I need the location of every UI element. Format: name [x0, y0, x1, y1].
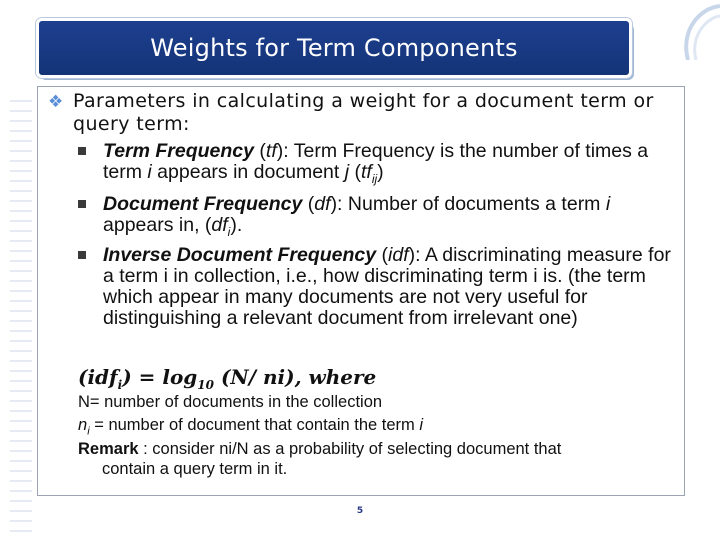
- ni-sub: i: [87, 425, 90, 438]
- formula-lhs-sub: i: [117, 378, 123, 392]
- term-tf-sub: ij: [371, 171, 378, 186]
- page-number: 5: [356, 506, 364, 516]
- remark-label: Remark: [78, 440, 139, 458]
- intro-text: Parameters in calculating a weight for a document term or query term:: [73, 90, 654, 135]
- slide-title: Weights for Term Components: [150, 34, 518, 62]
- term-j: j: [344, 161, 350, 183]
- term-tail: ).: [230, 214, 243, 236]
- note-ni-definition: [78, 415, 678, 441]
- formula-lhs: (idf: [78, 365, 118, 389]
- term-abbr: df: [314, 193, 331, 215]
- term-df: df: [211, 214, 228, 236]
- list-item-term-frequency: Term Frequency (tf): Term Frequency is the number of times a term i appears in document j $(tf_{ij})$: [78, 141, 678, 190]
- term-tail-open: (: [349, 161, 361, 183]
- note-n-definition: [78, 392, 678, 412]
- square-bullet-icon: [78, 147, 86, 155]
- square-bullet-icon: [78, 251, 86, 259]
- term-desc-mid: appears in, (: [103, 214, 212, 236]
- formula-rhs: (N/ ni), where: [214, 365, 377, 389]
- term-abbr: tf: [265, 140, 277, 162]
- idf-formula: [78, 365, 376, 392]
- term-desc: A discriminating measure for a term i in collection, i.e., how discriminating term i is. (the term which appear in many documents are not very useful for distinguishing a relevant document from irrelevant one): [103, 244, 671, 329]
- term-desc: Term Frequency is the number of times a term: [103, 140, 649, 183]
- formula-log: ) = log: [122, 365, 198, 389]
- corner-arc-decoration: [630, 0, 720, 60]
- ni-def-text: = number of document that contain the term: [89, 416, 420, 434]
- list-item-inverse-document-frequency: Inverse Document Frequency (idf): A discriminating measure for a term i in collection, i.e., how discriminating term i is. (the term which appear in many documents are not very useful for distinguishing a relevant document from irrelevant one): [78, 245, 678, 329]
- n-def-text: N= number of documents in the collection: [78, 393, 383, 411]
- term-name: Inverse Document Frequency: [103, 244, 377, 266]
- formula-log-base: 10: [197, 378, 214, 392]
- term-tail-close: ): [377, 161, 384, 183]
- ni-term: i: [419, 416, 424, 434]
- list-item-document-frequency: Document Frequency (df): Number of documents a term i appears in, $(df_i)$.: [78, 194, 678, 243]
- ni-var: n: [78, 416, 88, 434]
- term-i: i: [605, 193, 611, 215]
- title-banner: [36, 18, 632, 78]
- term-name: Document Frequency: [103, 193, 303, 215]
- term-abbr: idf: [388, 244, 409, 266]
- square-bullet-icon: [78, 200, 86, 208]
- diamond-bullet-icon: ❖: [48, 92, 64, 112]
- term-desc: Number of documents a term: [347, 193, 606, 215]
- intro-bullet: [48, 90, 688, 136]
- term-desc-mid: appears in document: [151, 161, 345, 183]
- slide-content: [37, 86, 685, 496]
- note-remark: [78, 439, 678, 479]
- left-stripe-decoration: [10, 100, 32, 540]
- remark-text: : consider ni/N as a probability of selecting document that: [138, 440, 562, 458]
- term-name: Term Frequency: [103, 140, 254, 162]
- term-i: i: [147, 161, 152, 183]
- term-df-sub: i: [227, 224, 231, 239]
- remark-continuation: contain a query term in it.: [102, 460, 288, 478]
- term-tf: tf: [360, 161, 372, 183]
